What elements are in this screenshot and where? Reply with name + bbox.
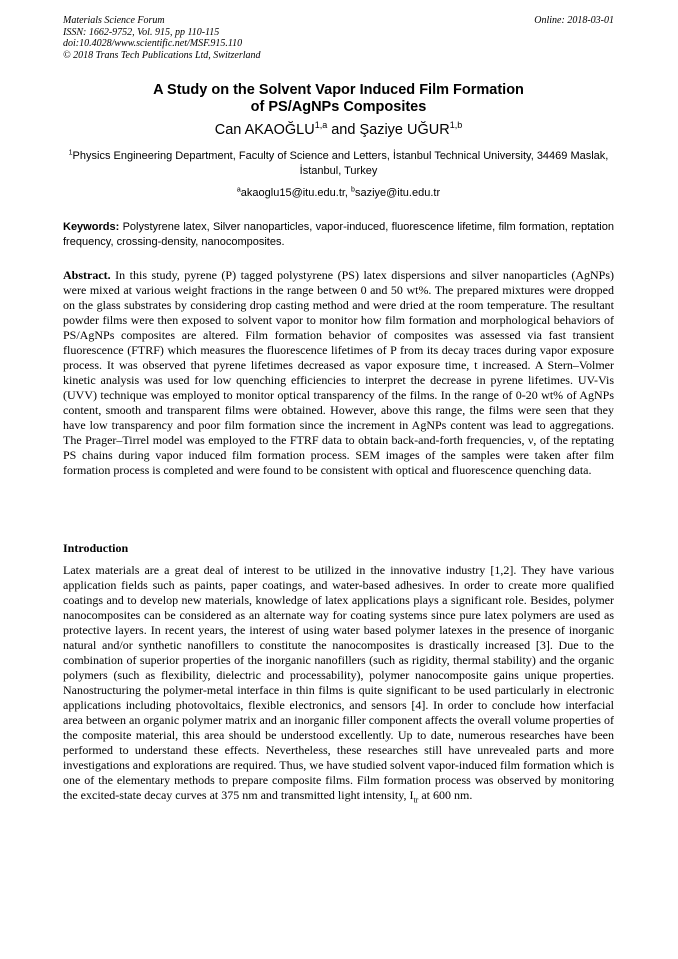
- author-list: [63, 121, 614, 139]
- abstract: [63, 268, 614, 478]
- keywords: [63, 220, 614, 249]
- email-b-marker: b: [351, 186, 355, 194]
- introduction-tail: at 600 nm.: [418, 788, 473, 802]
- author-2-affil: 1,b: [449, 120, 463, 131]
- author-emails: [63, 186, 614, 200]
- affiliation-text: Physics Engineering Department, Faculty of Science and Letters, İstanbul Technical University, 34469 Maslak, İstanbul, Turkey: [72, 150, 609, 177]
- affiliation-marker: 1: [68, 149, 73, 157]
- journal-issn: ISSN: 1662-9752, Vol. 915, pp 110-115: [63, 26, 220, 38]
- author-2: Şaziye UĞUR: [359, 122, 450, 138]
- abstract-label: Abstract.: [63, 268, 111, 282]
- affiliation: [63, 149, 614, 178]
- introduction-body: [63, 563, 614, 803]
- email-b[interactable]: saziye@itu.edu.tr: [354, 187, 441, 199]
- author-1: Can AKAOĞLU: [214, 122, 315, 138]
- keywords-text: Polystyrene latex, Silver nanoparticles, vapor-induced, fluorescence lifetime, film formation, reptation frequency, crossing-density, nanocomposites.: [63, 221, 614, 248]
- online-date: Online: 2018-03-01: [534, 15, 614, 26]
- paper-title: [63, 82, 614, 116]
- author-conjunction: and: [331, 122, 356, 138]
- author-1-affil: 1,a: [314, 120, 328, 131]
- journal-copyright: © 2018 Trans Tech Publications Ltd, Switzerland: [63, 49, 261, 61]
- journal-header: [63, 15, 261, 61]
- title-line-2: of PS/AgNPs Composites: [250, 99, 427, 115]
- keywords-label: Keywords:: [63, 221, 120, 233]
- title-line-1: A Study on the Solvent Vapor Induced Film Formation: [153, 82, 524, 98]
- introduction-text: Latex materials are a great deal of interest to be utilized in the innovative industry [1,2]. They have various application fields such as paints, paper coatings, and water-based adhesives. In order to create more qualified coatings and to develop new materials, knowledge of latex applications plays a significant role. Besides, polymer nanocomposites can be considered as an alternate way for coating systems since pure latex polymers are used as protective layers. In recent years, the interest of using water based polymer latexes in the presence of inorganic natural and/or synthetic nanofillers to constitute the nanocomposites is drastically increased [3]. Due to the combination of superior properties of the inorganic nanofillers (such as rigidity, thermal stability) and the organic polymers (such as flexibility, dielectric and processability), polymer nanocomposite gains unique properties. Nanostructuring the polymer-metal interface in thin films is quite significant to be used particularly in electronic applications including photovoltaics, flexible electronics, and sensors [4]. In order to conclude how interfacial area between an organic polymer matrix and an inorganic filler component affects the overall volume properties of the composite material, this area should be understood excellently. Up to date, numerous researches have been performed to understand these effects. Nevertheless, these researches still have unrevealed parts and more investigations and explorations are required. Thus, we have studied solvent vapor-induced film formation which is one of the elementary methods to prepare composite films. Film formation process was observed by monitoring the excited-state decay curves at 375 nm and transmitted light intensity, I: [63, 563, 614, 802]
- abstract-text: In this study, pyrene (P) tagged polystyrene (PS) latex dispersions and silver nanoparticles (AgNPs) were mixed at various weight fractions in the range between 0 and 50 wt%. The prepared mixtures were dropped on the glass substrates by considering drop casting method and were dried at the room temperature. The resultant powder films were then exposed to solvent vapor to monitor how film formation and morphological behaviors of PS/AgNPs composites are altered. Film formation behavior of composites was assessed via fast transient fluorescence (FTRF) which measures the fluorescence lifetimes of P from its decay traces during vapor exposure process. It was observed that pyrene lifetimes decreased as vapor exposure time, t increased. A Stern–Volmer kinetic analysis was used for low quenching efficiencies to interpret the decrease in pyrene lifetimes. UV-Vis (UVV) technique was employed to monitor optical transparency of the films. In the range of 0-20 wt% of AgNPs content, smooth and transparent films were obtained. However, above this range, the films were seen that they have low transparency and poor film formation since the increment in AgNPs content was lead to aggregations. The Prager–Tirrel model was employed to the FTRF data to obtain back-and-forth frequencies, ν, of the reptating PS chains during vapor induced film formation process. SEM images of the samples were taken after film formation process is completed and were found to be consistent with optical and fluorescence quenching data.: [63, 268, 614, 477]
- journal-doi: doi:10.4028/www.scientific.net/MSF.915.110: [63, 38, 243, 49]
- introduction-subscript: tr: [413, 795, 419, 805]
- email-a-marker: a: [236, 186, 241, 194]
- journal-name: Materials Science Forum: [63, 15, 165, 26]
- email-a[interactable]: akaoglu15@itu.edu.tr,: [240, 187, 348, 199]
- introduction-heading: Introduction: [63, 541, 129, 555]
